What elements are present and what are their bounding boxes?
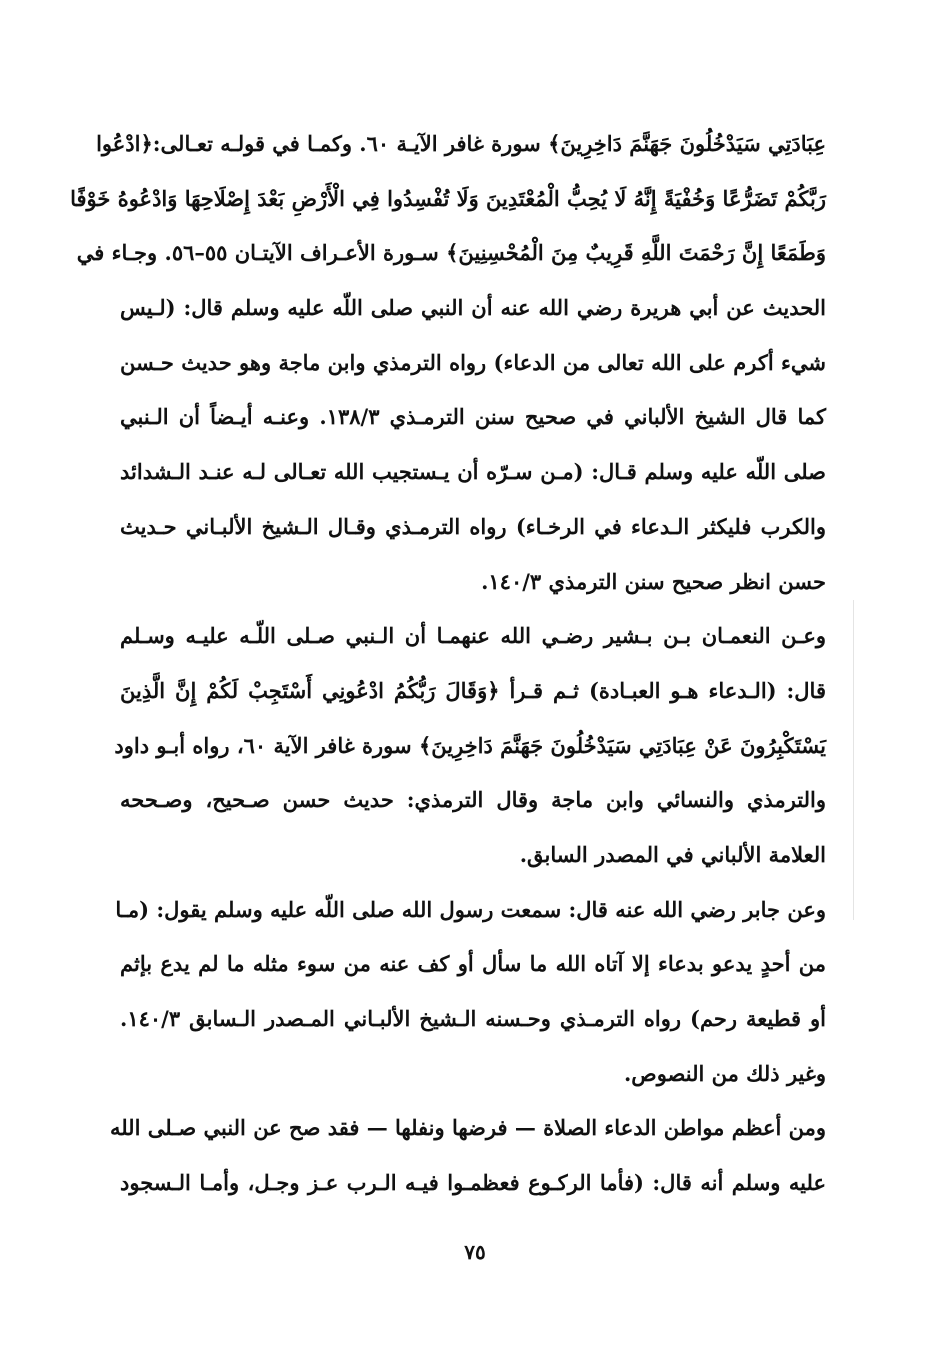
text-line: الحديث عن أبي هريرة رضي الله عنه أن النبي صلى اللّه عليه وسلم قال: (لـيس — [120, 295, 826, 321]
text-line: أو قطيعة رحم) رواه الترمـذي وحـسنه الـشيخ الألبـاني المـصدر الـسابق ١٤٠/٣. — [120, 1006, 826, 1031]
text-line: وَطَمَعًا إِنَّ رَحْمَتَ اللَّهِ قَرِيبٌ مِنَ الْمُحْسِنِينَ﴾ سـورة الأعـراف الآيتـان ٥٥–٥٦. وجـاء في — [76, 240, 826, 266]
text-line: من أحدٍ يدعو بدعاء إلا آتاه الله ما سأل أو كف عنه من سوء مثله ما لم يدع بإثم — [120, 951, 826, 977]
text-line: وعن جابر رضي الله عنه قال: سمعت رسول الله صلى اللّه عليه وسلم يقول: (مـا — [115, 896, 826, 922]
text-line: وغير ذلك من النصوص. — [624, 1060, 826, 1086]
text-line: وعـن النعمـان بـن بـشير رضـي الله عنهمـا أن الـنبي صـلى اللّـه عليـه وسـلم — [120, 623, 826, 649]
text-line: شيء أكرم على الله تعالى من الدعاء) رواه الترمذي وابن ماجة وهو حديث حـسن — [120, 349, 826, 375]
text-line: يَسْتَكْبِرُونَ عَنْ عِبَادَتِي سَيَدْخُلُونَ جَهَنَّمَ دَاخِرِينَ﴾ سورة غافر الآية ٦٠، رواه أبـو داود — [114, 732, 826, 758]
scan-margin-line — [853, 600, 854, 920]
text-line: والترمذي والنسائي وابن ماجة وقال الترمذي: حديث حسن صـحيح، وصـححه — [120, 787, 826, 813]
text-line: رَبَّكُمْ تَضَرُّعًا وَخُفْيَةً إِنَّهُ لَا يُحِبُّ الْمُعْتَدِينَ وَلَا تُفْسِدُوا فِي الْأَرْضِ بَعْدَ إِصْلَاحِهَا وَادْعُوهُ خَوْفًا — [70, 185, 826, 211]
text-line: عِبَادَتِي سَيَدْخُلُونَ جَهَنَّمَ دَاخِرِينَ﴾ سورة غافر الآيـة ٦٠. وكمـا في قولـه تعـالى:﴿ادْعُوا — [96, 131, 826, 156]
body-text — [70, 117, 826, 1211]
text-line: والكرب فليكثر الـدعاء في الرخـاء) رواه الترمـذي وقـال الـشيخ الألبـاني حـديث — [120, 513, 826, 539]
text-line: عليه وسلم أنه قال: (فأما الركـوع فعظمـوا فيـه الـرب عـز وجـل، وأمـا الـسجود — [120, 1170, 826, 1196]
text-line: قال: (الـدعاء هـو العبـادة) ثـم قـرأ ﴿وَقَالَ رَبُّكُمُ ادْعُونِي أَسْتَجِبْ لَكُمْ إِنَّ الَّذِينَ — [120, 677, 826, 703]
text-line: العلامة الألباني في المصدر السابق. — [519, 841, 826, 867]
page-number: ٧٥ — [464, 1240, 486, 1264]
text-line: كما قال الشيخ الألباني في صحيح سنن الترمـذي ١٣٨/٣. وعنـه أيـضاً أن الـنبي — [120, 404, 826, 430]
text-line: ومن أعظم مواطن الدعاء الصلاة — فرضها ونفلها — فقد صح عن النبي صـلى الله — [109, 1115, 826, 1141]
text-line: صلى اللّه عليه وسلم قـال: (مـن سـرّه أن يـستجيب الله تعـالى لـه عنـد الـشدائد — [120, 459, 826, 485]
text-line: حسن انظر صحيح سنن الترمذي ١٤٠/٣. — [481, 568, 826, 594]
